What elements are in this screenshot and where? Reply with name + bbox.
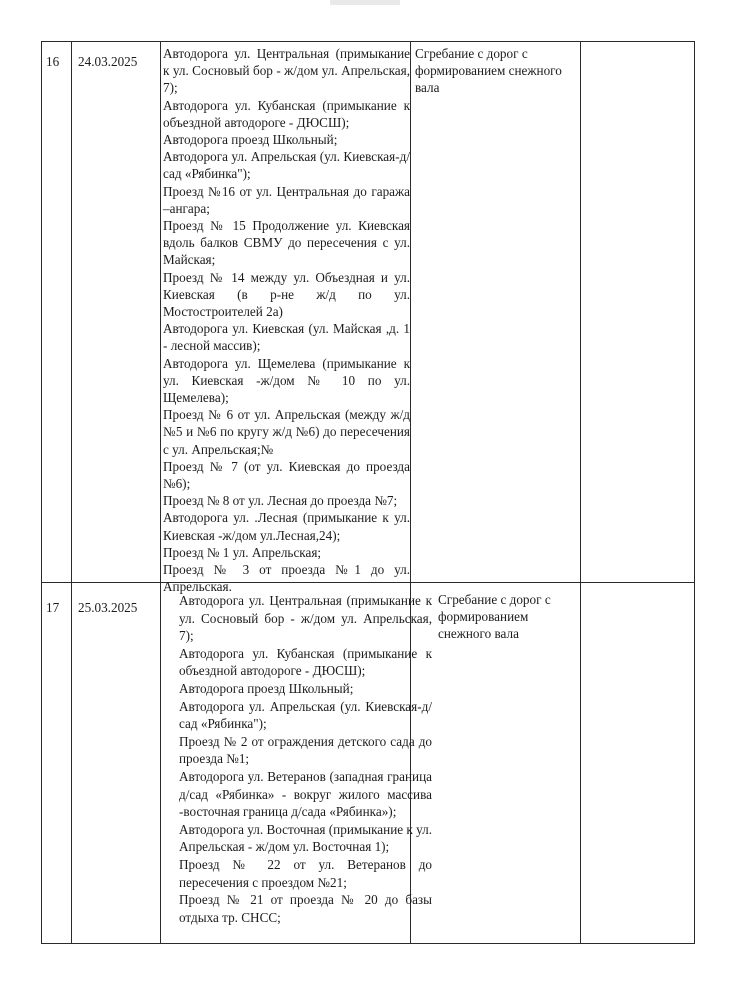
road-item: Проезд № 22 от ул. Ветеранов до пересечения с проездом №21; — [179, 856, 432, 890]
road-item: Проезд № 1 ул. Апрельская; — [163, 544, 322, 560]
road-list — [179, 592, 432, 926]
road-list — [163, 45, 410, 596]
road-item: Проезд № 14 между ул. Объездная и ул. Киевская (в р-не ж/д по ул. Мостостроителей 2а) — [163, 269, 410, 320]
road-item: Проезд № 3 от проезда №1 до ул. Апрельская. — [163, 562, 410, 595]
road-item: Автодорога проезд Школьный; — [179, 680, 354, 696]
road-item: Автодорога ул. Восточная (примыкание к ул. Апрельская - ж/дом ул. Восточная 1); — [179, 821, 433, 855]
road-item: Автодорога проезд Школьный; — [163, 132, 338, 148]
road-item: Автодорога ул. Киевская (ул. Майская ,д. 1 - лесной массив); — [163, 321, 410, 354]
road-item: Автодорога ул. Центральная (примыкание к ул. Сосновый бор - ж/дом ул. Апрельская, 7); — [163, 46, 410, 96]
work-description: Сгребание с дорог с формированием снежного вала — [438, 592, 551, 642]
road-item: Проезд № 6 от ул. Апрельская (между ж/д №5 и №6 по кругу ж/д №6) до пересечения с ул. Апрельская;№ — [163, 407, 410, 457]
road-item: Автодорога ул. Щемелева (примыкание к ул. Киевская -ж/дом № 10 по ул. Щемелева); — [163, 355, 410, 406]
row-number: 17 — [46, 600, 60, 615]
road-item: Автодорога ул. Кубанская (примыкание к объездной автодороге - ДЮСШ); — [179, 645, 432, 679]
road-item: Проезд № 7 (от ул. Киевская до проезда №6); — [163, 458, 410, 492]
road-item: Автодорога ул. .Лесная (примыкание к ул. Киевская -ж/дом ул.Лесная,24); — [163, 510, 410, 543]
road-item: Автодорога ул. Кубанская (примыкание к объездной автодороге - ДЮСШ); — [163, 97, 410, 130]
road-item: Автодорога ул. Ветеранов (западная граница д/сад «Рябинка» - вокруг жилого массива -восточная граница д/сада «Рябинка»); — [179, 768, 432, 820]
scan-artifact — [330, 0, 400, 5]
row-date: 24.03.2025 — [78, 54, 138, 69]
road-item: Автодорога ул. Центральная (примыкание к ул. Сосновый бор - ж/дом ул. Апрельская, 7); — [179, 593, 432, 644]
road-item: Проезд № 2 от ограждения детского сада до проезда №1; — [179, 733, 432, 767]
road-item: Проезд № 15 Продолжение ул. Киевская вдоль балков СВМУ до пересечения с ул. Майская; — [163, 218, 410, 268]
row-number: 16 — [46, 54, 60, 69]
road-item: Проезд № 21 от проезда № 20 до базы отдыха тр. СНСС; — [179, 892, 432, 925]
road-item: Проезд №16 от ул. Центральная до гаража –ангара; — [163, 183, 410, 216]
road-item: Проезд № 8 от ул. Лесная до проезда №7; — [163, 493, 398, 509]
row-date: 25.03.2025 — [78, 600, 138, 615]
road-item: Автодорога ул. Апрельская (ул. Киевская-д/сад «Рябинка"); — [163, 149, 410, 182]
road-item: Автодорога ул. Апрельская (ул. Киевская-д/сад «Рябинка"); — [179, 698, 432, 732]
work-description: Сгребание с дорог с формированием снежного вала — [415, 46, 562, 96]
